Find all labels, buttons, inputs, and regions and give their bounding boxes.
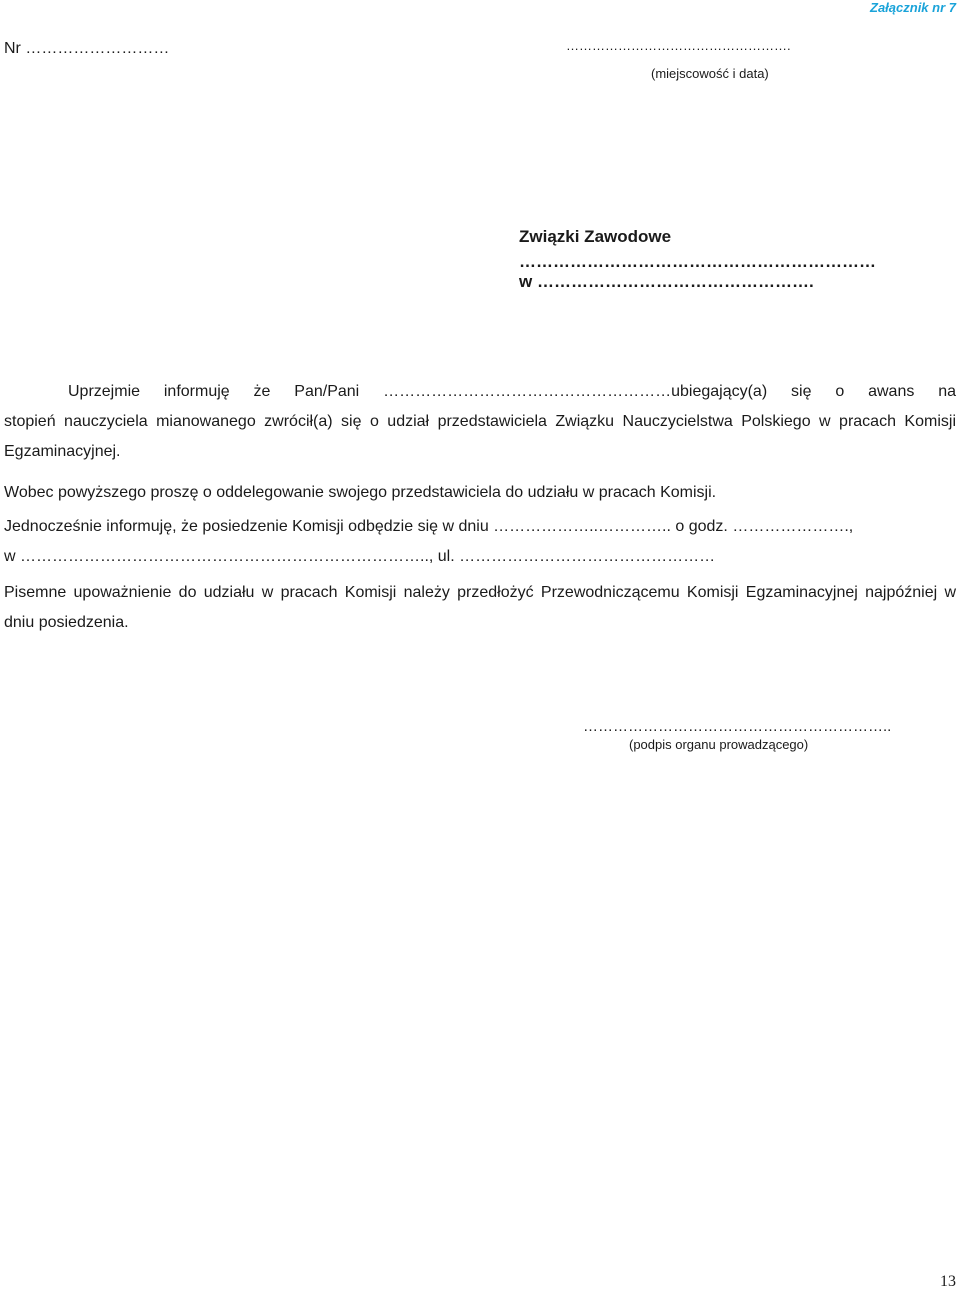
paragraph-meeting-line-1: Jednocześnie informuję, że posiedzenie Komisji odbędzie się w dniu ………………..………….. o godz. …………………., — [4, 518, 854, 535]
addressee-name-field: ……………………………………………………… — [519, 252, 876, 271]
signature-field: …………………………………………………….. — [583, 718, 892, 735]
paragraph-request-line-2: stopień nauczyciela mianowanego zwrócił(a) się o udział przedstawiciela Związku Nauczycielstwa Polskiego w pracach Komisji — [4, 413, 956, 430]
page-number: 13 — [940, 1273, 956, 1290]
paragraph-request — [4, 377, 956, 467]
signature-caption: (podpis organu prowadzącego) — [629, 737, 809, 752]
place-date-field: ……………………………………………. — [566, 38, 791, 53]
place-date-caption: (miejscowość i data) — [651, 66, 769, 81]
addressee-title: Związki Zawodowe — [519, 227, 672, 246]
paragraph-delegation-line: Wobec powyższego proszę o oddelegowanie swojego przedstawiciela do udziału w pracach Komisji. — [4, 484, 717, 501]
paragraph-request-line-3: Egzaminacyjnej. — [4, 443, 121, 460]
paragraph-delegation — [4, 478, 956, 508]
paragraph-authorization-line-1: Pisemne upoważnienie do udziału w pracach Komisji należy przedłożyć Przewodniczącemu Komisji Egzaminacyjnej najpóźniej w — [4, 584, 956, 601]
document-number: Nr ……………………… — [4, 40, 170, 57]
addressee-location-field: w …………………………………………. — [519, 272, 814, 291]
annex-label: Załącznik nr 7 — [870, 0, 956, 15]
paragraph-meeting-line-2: w ………………………………………………………………….., ul. ………………………………………… — [4, 548, 716, 565]
paragraph-meeting — [4, 512, 956, 572]
paragraph-authorization-line-2: dniu posiedzenia. — [4, 614, 129, 631]
paragraph-authorization — [4, 578, 956, 638]
paragraph-request-line-1: Uprzejmie informuję że Pan/Pani ………………………………………………ubiegający(a) się o awans na — [68, 383, 956, 400]
